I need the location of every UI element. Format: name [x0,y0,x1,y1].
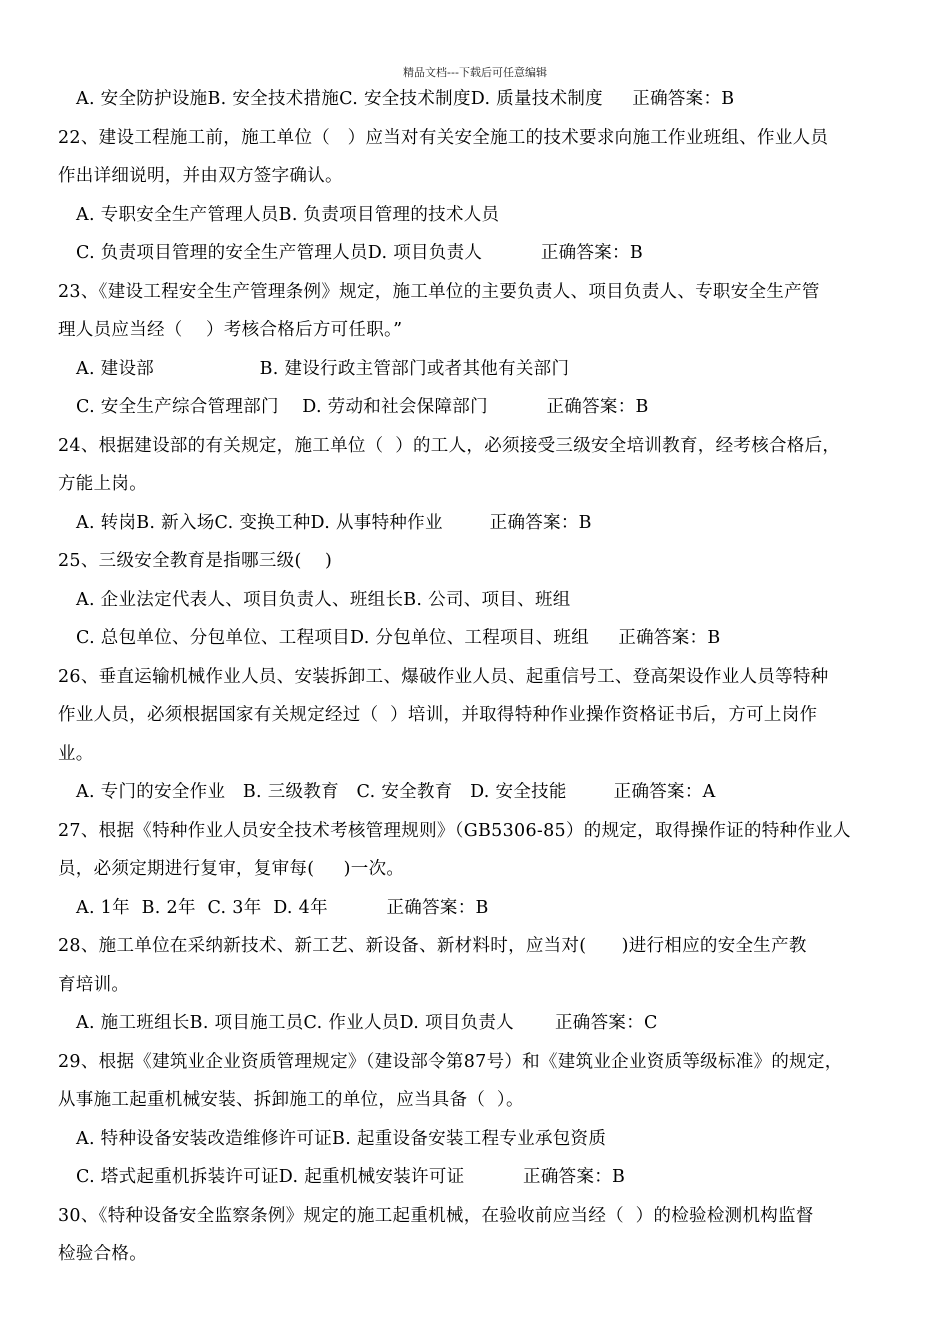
question-text-line: 26、垂直运输机械作业人员、安装拆卸工、爆破作业人员、起重信号工、登高架设作业人员等特种 [58,666,829,687]
answer-options-line: A. 转岗B. 新入场C. 变换工种D. 从事特种作业 正确答案：B [76,512,592,533]
document-body [58,80,908,1274]
question-text-line: 从事施工起重机械安装、拆卸施工的单位，应当具备（ ）。 [58,1090,524,1110]
answer-options-line: A. 专职安全生产管理人员B. 负责项目管理的技术人员 [76,204,500,225]
question-text-line: 员，必须定期进行复审，复审每( )一次。 [58,859,405,879]
answer-options-line: A. 施工班组长B. 项目施工员C. 作业人员D. 项目负责人 正确答案：C [76,1013,658,1033]
question-text-line: 30、《特种设备安全监察条例》规定的施工起重机械，在验收前应当经（ ）的检验检测机构监督 [58,1205,814,1226]
answer-options-line: C. 安全生产综合管理部门 D. 劳动和社会保障部门 正确答案：B [76,397,649,417]
answer-options-line: A. 企业法定代表人、项目负责人、班组长B. 公司、项目、班组 [76,589,571,610]
question-text-line: 27、根据《特种作业人员安全技术考核管理规则》（GB5306-85）的规定，取得操作证的特种作业人 [58,820,851,841]
answer-options-line: C. 总包单位、分包单位、工程项目D. 分包单位、工程项目、班组 正确答案：B [76,628,721,648]
question-text-line: 22、建设工程施工前，施工单位（ ）应当对有关安全施工的技术要求向施工作业班组、作业人员 [58,127,829,148]
question-text-line: 作出详细说明，并由双方签字确认。 [58,166,343,186]
question-text-line: 28、施工单位在采纳新技术、新工艺、新设备、新材料时，应当对( )进行相应的安全生产教 [58,936,807,956]
question-text-line: 作业人员，必须根据国家有关规定经过（ ）培训，并取得特种作业操作资格证书后，方可上岗作 [58,705,818,725]
answer-options-line: C. 塔式起重机拆装许可证D. 起重机械安装许可证 正确答案：B [76,1167,626,1187]
question-text-line: 理人员应当经（ ）考核合格后方可任职。” [58,320,403,340]
answer-options-line: A. 建设部 B. 建设行政主管部门或者其他有关部门 [76,358,570,379]
answer-options-line: A. 专门的安全作业 B. 三级教育 C. 安全教育 D. 安全技能 正确答案：A [76,782,716,802]
question-text-line: 25、三级安全教育是指哪三级( ) [58,551,333,571]
question-text-line: 24、根据建设部的有关规定，施工单位（ ）的工人，必须接受三级安全培训教育，经考核合格后， [58,435,841,456]
question-text-line: 29、根据《建筑业企业资质管理规定》（建设部令第87号）和《建筑业企业资质等级标准》的规定， [58,1051,843,1072]
question-text-line: 23、《建设工程安全生产管理条例》规定，施工单位的主要负责人、项目负责人、专职安全生产管 [58,281,820,302]
answer-options-line: A. 特种设备安装改造维修许可证B. 起重设备安装工程专业承包资质 [76,1128,607,1149]
page-header: 精品文档---下载后可任意编辑 [403,66,547,79]
question-text-line: 检验合格。 [58,1244,147,1264]
question-text-line: 方能上岗。 [58,474,147,494]
answer-options-line: A. 安全防护设施B. 安全技术措施C. 安全技术制度D. 质量技术制度 正确答案：B [76,89,735,109]
answer-options-line: A. 1年 B. 2年 C. 3年 D. 4年 正确答案：B [76,897,489,918]
question-text-line: 业。 [58,743,94,764]
answer-options-line: C. 负责项目管理的安全生产管理人员D. 项目负责人 正确答案：B [76,243,644,263]
question-text-line: 育培训。 [58,974,130,995]
